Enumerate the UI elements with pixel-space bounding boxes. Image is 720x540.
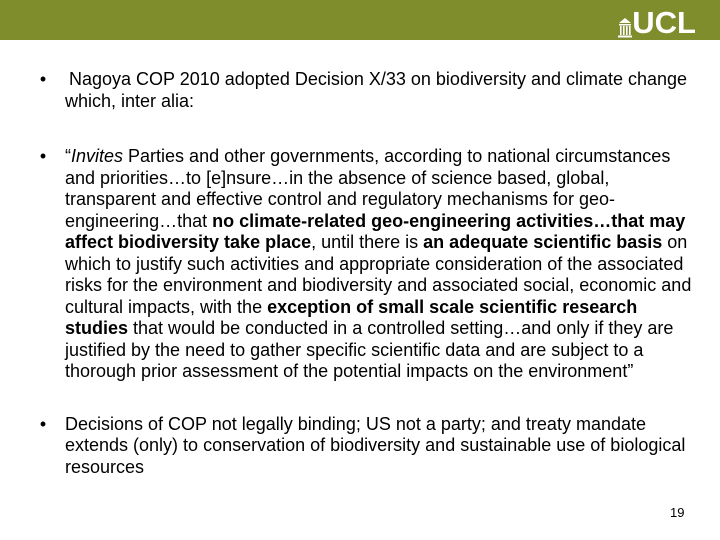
logo-text: UCL bbox=[632, 5, 696, 40]
bullet-item bbox=[36, 414, 696, 479]
quote-segment: Parties and other governments, according to national circumstances and priorities…to [e]nsure…in the absence of science based, global, transparent and effective control and regulatory mechanisms for geo-engineering…that bbox=[65, 146, 671, 231]
bullet-item bbox=[36, 69, 696, 112]
bullet-dot: • bbox=[39, 413, 47, 434]
header-bar bbox=[0, 0, 720, 40]
ucl-logo bbox=[618, 5, 696, 40]
quote-segment: on which to justify such activities and appropriate consideration of the associated risks for the environment and biodiversity and associated social, economic and cultural impacts, with the bbox=[65, 232, 692, 317]
quote-segment: exception of small scale scientific research studies bbox=[65, 296, 638, 338]
quote-segment: an adequate scientific basis bbox=[423, 232, 663, 252]
portico-icon bbox=[618, 18, 632, 38]
bullet-dot: • bbox=[39, 146, 47, 166]
quote-segment: Invites bbox=[71, 146, 124, 166]
bullet-text: Decisions of COP not legally binding; US not a party; and treaty mandate extends (only) to conservation of biodiversity and sustainable use of biological resources bbox=[65, 413, 686, 477]
bullet-quote bbox=[65, 146, 696, 383]
quote-segment: , until there is bbox=[311, 232, 424, 252]
bullet-item bbox=[36, 146, 696, 383]
bullet-text: Nagoya COP 2010 adopted Decision X/33 on biodiversity and climate change which, inter alia: bbox=[65, 69, 688, 111]
bullet-dot: • bbox=[39, 69, 47, 89]
quote-segment: no climate-related geo-engineering activities…that may affect biodiversity take place bbox=[65, 210, 686, 252]
quote-segment: “ bbox=[65, 146, 71, 166]
page-number: 19 bbox=[670, 505, 685, 520]
quote-segment: that would be conducted in a controlled setting…and only if they are justified by the need to gather specific scientific data and are subject to a thorough prior assessment of the potential impacts on the environment” bbox=[65, 318, 674, 381]
slide-content bbox=[36, 69, 696, 478]
